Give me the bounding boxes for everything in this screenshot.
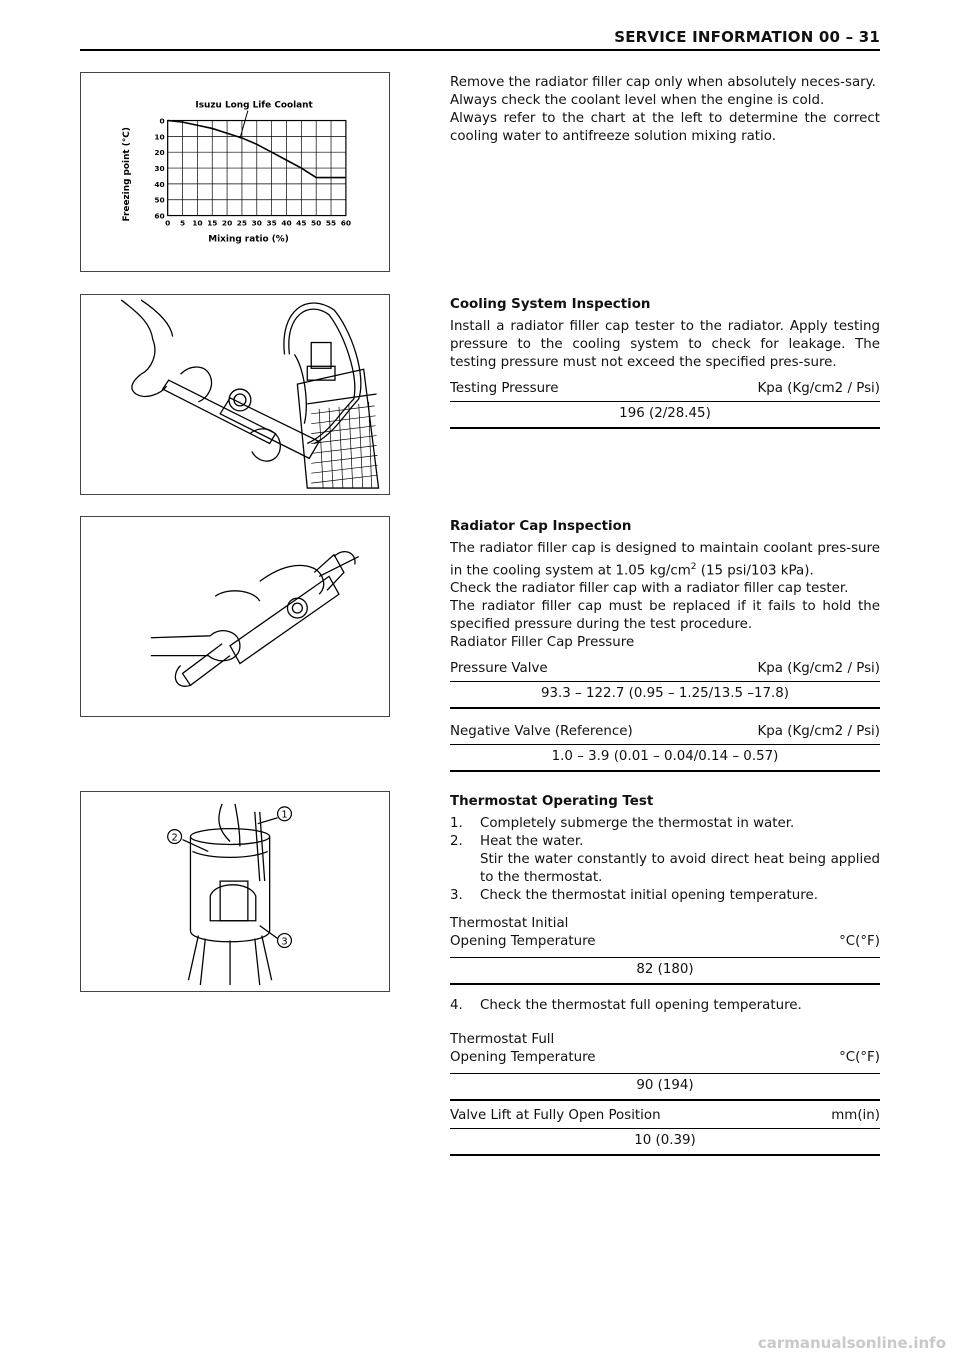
callout-2-label: 2 [171,832,178,844]
chart-ylabel: Freezing point (°C) [122,127,133,222]
chart-ticks [154,116,351,227]
chart-xtick-label: 30 [251,218,262,228]
cap-body-1 [450,540,880,580]
step-text: Completely submerge the thermostat in water. [480,816,795,831]
chart-ytick-label: 60 [154,211,165,221]
step-number: 1. [450,816,463,831]
initial-value: 82 (180) [450,957,880,985]
cooling-spec-header [450,380,880,398]
initial-label-line-1: Thermostat Initial [450,916,569,931]
thermo-step [450,815,880,833]
radiator-cap-section [450,518,880,772]
intro-line-3: Always refer to the chart at the left to determine the correct cooling water to antifreeze solution mixing ratio. [450,111,880,144]
coolant-chart-figure [80,72,390,272]
thermostat-test-figure [80,791,390,992]
cooling-title: Cooling System Inspection [450,297,651,312]
step-number: 4. [450,998,463,1013]
cooling-spec-label: Testing Pressure [450,381,559,396]
callout-1-label: 1 [281,809,288,821]
lift-value: 10 (0.39) [450,1128,880,1156]
cap-body-4: Radiator Filler Cap Pressure [450,635,635,651]
chart-ytick-label: 0 [159,116,165,126]
negative-value: 1.0 – 3.9 (0.01 – 0.04/0.14 – 0.57) [450,744,880,772]
intro-section [450,74,880,146]
lift-spec-header [450,1107,880,1125]
chart-ytick-label: 50 [154,195,165,205]
thermo-step [450,997,880,1015]
step-number: 2. [450,834,463,849]
step-text: Check the thermostat full opening temperature. [480,998,802,1013]
negative-label: Negative Valve (Reference) [450,724,633,740]
pressure-label: Pressure Valve [450,661,548,677]
cooling-section [450,296,880,429]
cap-body-1-text: The radiator filler cap is designed to maintain coolant pres-sure in the cooling system at 1.05 kg/cm [450,541,880,579]
initial-unit: °C(°F) [839,934,880,949]
cap-title: Radiator Cap Inspection [450,519,632,534]
header-rule [80,49,880,51]
chart-xtick-label: 5 [179,218,186,228]
cap-body-2: Check the radiator filler cap with a radiator filler cap tester. [450,581,849,597]
cooling-body: Install a radiator filler cap tester to the radiator. Apply testing pressure to the cooling system to check for leakage. The testing pressure must not exceed the specified pres-sure. [450,319,880,370]
watermark: carmanualsonline.info [757,1334,946,1352]
callout-3-label: 3 [281,936,288,948]
chart-ytick-label: 30 [154,164,165,174]
step-text: Heat the water. [480,834,584,849]
initial-spec-header [450,915,880,951]
chart-ytick-label: 10 [154,132,165,142]
initial-label-line-2: Opening Temperature [450,934,596,949]
cooling-spec-value: 196 (2/28.45) [450,401,880,429]
cap-tester-figure [80,516,390,717]
chart-xlabel: Mixing ratio (%) [208,234,289,245]
step-number: 3. [450,888,463,903]
chart-xtick-label: 55 [325,218,337,228]
negative-unit: Kpa (Kg/cm2 / Psi) [757,724,880,740]
chart-xtick-label: 50 [311,218,322,228]
legend-leader-line [240,111,248,139]
radiator-tester-illustration [81,295,389,494]
thermo-steps [450,815,880,905]
chart-xtick-label: 20 [221,218,233,228]
full-spec-header [450,1031,880,1067]
full-label-line-1: Thermostat Full [450,1032,555,1047]
thermo-step-4 [450,997,880,1015]
thermo-step [450,887,880,905]
pressure-spec-header [450,660,880,678]
cap-body-1-sup: 2 [690,562,697,572]
thermostat-section [450,793,880,1156]
page-header: SERVICE INFORMATION 00 – 31 [614,28,880,46]
full-label [450,1031,596,1067]
coolant-chart [81,73,389,271]
chart-xtick-label: 40 [281,218,292,228]
thermostat-test-illustration [81,792,389,991]
intro-line-1: Remove the radiator filler cap only when absolutely neces-sary. [450,75,876,90]
initial-label [450,915,596,951]
thermo-title: Thermostat Operating Test [450,794,654,809]
chart-legend: Isuzu Long Life Coolant [195,100,313,111]
lift-label: Valve Lift at Fully Open Position [450,1108,661,1123]
full-unit: °C(°F) [839,1050,880,1065]
cap-body-3: The radiator filler cap must be replaced if it fails to hold the specified pressure during the test procedure. [450,599,880,633]
chart-xtick-label: 10 [192,218,203,228]
chart-xtick-label: 25 [236,218,248,228]
step-text: Check the thermostat initial opening temperature. [480,888,818,903]
negative-spec-header [450,723,880,741]
chart-xtick-label: 35 [266,218,277,228]
step-text: Stir the water constantly to avoid direct heat being applied to the thermostat. [480,852,880,885]
cap-tester-illustration [81,517,389,716]
full-label-line-2: Opening Temperature [450,1050,596,1065]
pressure-value: 93.3 – 122.7 (0.95 – 1.25/13.5 –17.8) [450,681,880,709]
chart-xtick-label: 60 [340,218,352,228]
chart-ytick-label: 40 [154,179,165,189]
lift-unit: mm(in) [831,1108,880,1123]
chart-xtick-label: 15 [207,218,218,228]
thermo-step [450,833,880,851]
radiator-tester-figure [80,294,390,495]
cooling-spec-unit: Kpa (Kg/cm2 / Psi) [757,381,880,396]
chart-xtick-label: 45 [296,218,307,228]
cap-body-1-end: (15 psi/103 kPa). [696,563,814,579]
intro-line-2: Always check the coolant level when the engine is cold. [450,93,825,108]
pressure-unit: Kpa (Kg/cm2 / Psi) [757,661,880,677]
chart-grid [168,121,346,216]
full-value: 90 (194) [450,1073,880,1101]
chart-ytick-label: 20 [154,148,165,158]
thermo-step [450,851,880,887]
chart-xtick-label: 0 [165,218,171,228]
